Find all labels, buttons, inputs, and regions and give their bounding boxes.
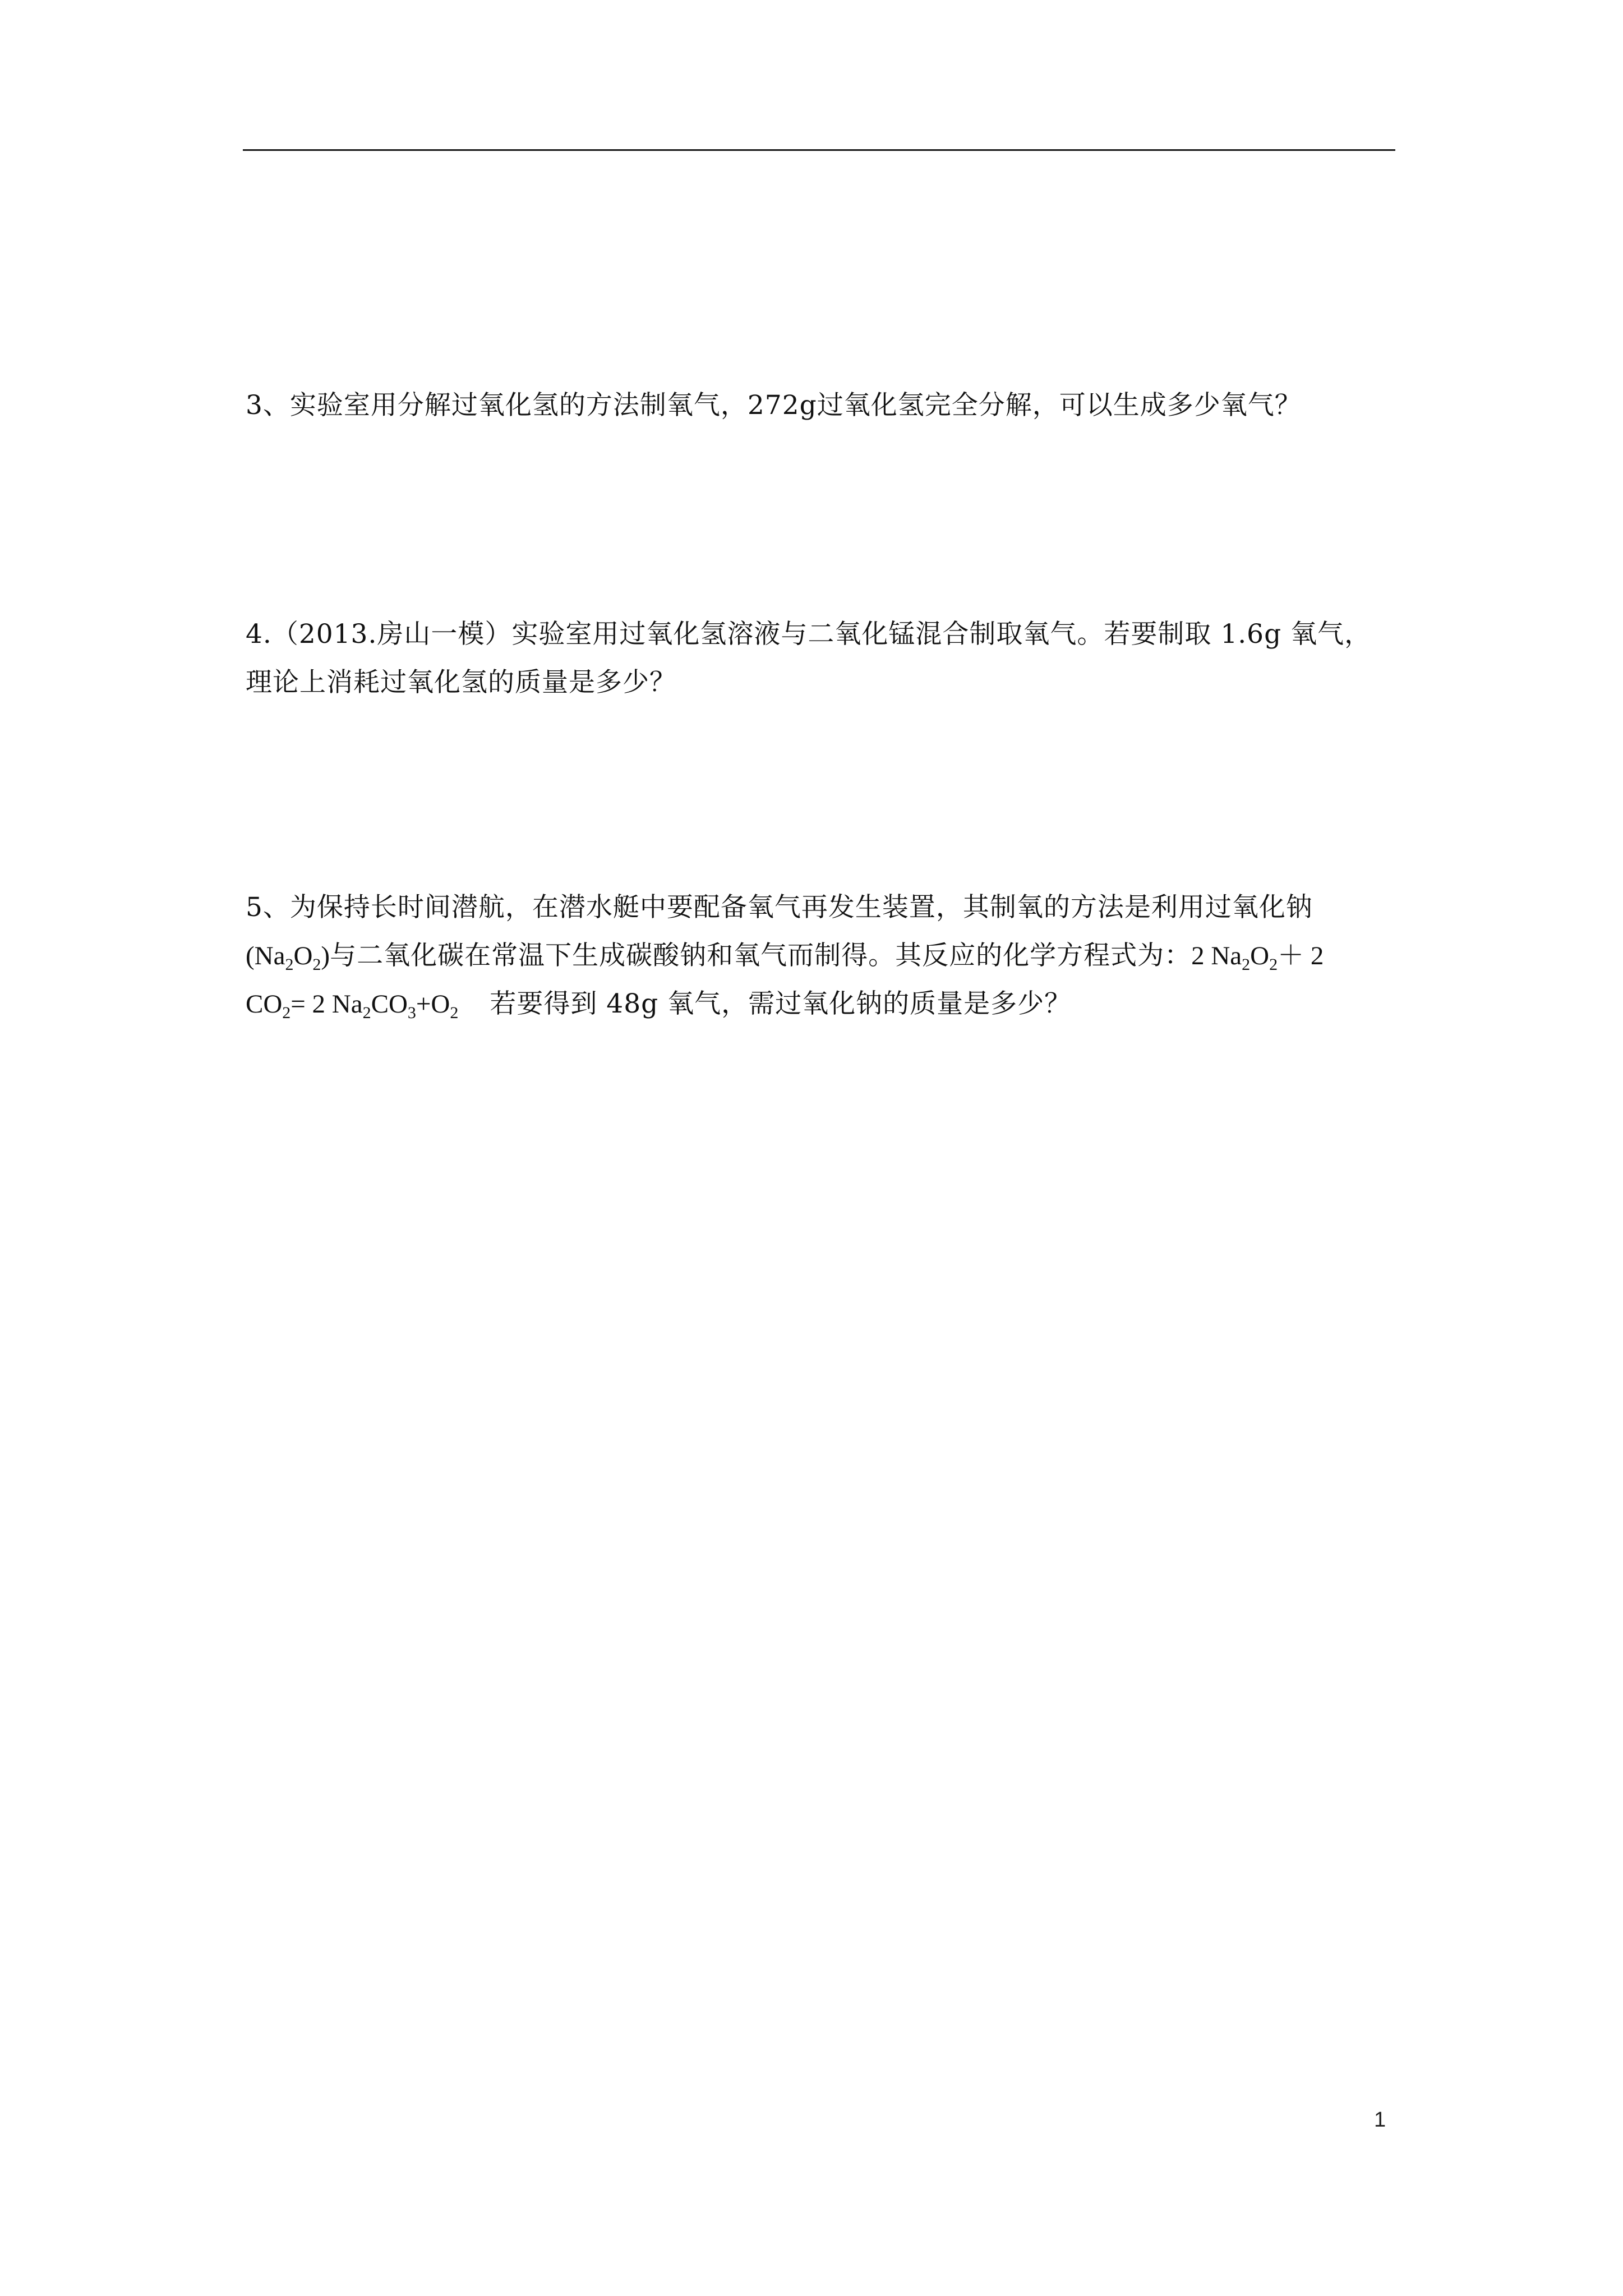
header-rule xyxy=(243,149,1395,151)
formula-subscript: 2 xyxy=(1242,955,1251,974)
formula-part: (Na xyxy=(246,941,285,970)
formula-part: CO xyxy=(371,990,408,1019)
equation-left-side xyxy=(1191,941,1324,974)
formula-part: ) xyxy=(321,941,330,970)
formula-part: 2 Na xyxy=(1191,941,1242,970)
sodium-peroxide-formula xyxy=(246,941,330,974)
question-3-line-1: 3、实验室用分解过氧化氢的方法制氧气，272g过氧化氢完全分解，可以生成多少氧气？ xyxy=(246,390,1302,421)
formula-part: CO xyxy=(246,990,283,1019)
question-5-line-2 xyxy=(246,932,1398,980)
question-4-line-1: 4.（2013.房山一模）实验室用过氧化氢溶液与二氧化锰混合制取氧气。若要制取 1.6g 氧气， xyxy=(246,619,1372,650)
question-3 xyxy=(246,381,1398,430)
page-number: 1 xyxy=(1374,2108,1386,2132)
formula-part: ＋ 2 xyxy=(1278,941,1324,970)
formula-subscript: 3 xyxy=(407,1004,416,1022)
question-5-line-3-text: 若要得到 48g 氧气，需过氧化钠的质量是多少？ xyxy=(490,988,1072,1019)
formula-subscript: 2 xyxy=(312,955,321,974)
question-5-line-2-text: 与二氧化碳在常温下生成碳酸钠和氧气而制得。其反应的化学方程式为： xyxy=(330,940,1192,971)
formula-part: +O xyxy=(416,990,450,1019)
question-5-line-1: 5、为保持长时间潜航，在潜水艇中要配备氧气再发生装置，其制氧的方法是利用过氧化钠 xyxy=(246,892,1313,923)
equation-right-side xyxy=(246,990,459,1022)
question-4 xyxy=(246,610,1398,707)
question-4-line-2: 理论上消耗过氧化氢的质量是多少？ xyxy=(246,667,676,698)
formula-subscript: 2 xyxy=(1269,955,1278,974)
formula-part: O xyxy=(1250,941,1270,970)
formula-part: O xyxy=(293,941,313,970)
question-5-line-3 xyxy=(246,980,1398,1028)
question-5 xyxy=(246,884,1398,1028)
formula-subscript: 2 xyxy=(282,1004,291,1022)
formula-subscript: 2 xyxy=(362,1004,371,1022)
formula-subscript: 2 xyxy=(450,1004,459,1022)
formula-part: = 2 Na xyxy=(291,990,363,1019)
formula-subscript: 2 xyxy=(285,955,294,974)
